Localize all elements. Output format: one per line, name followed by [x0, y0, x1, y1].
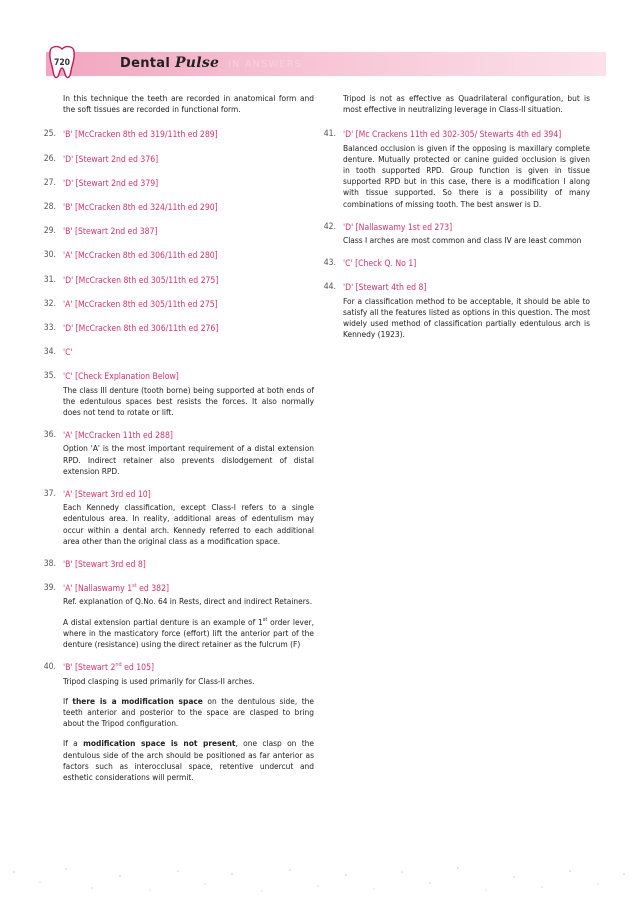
answer-reference: 'D' [Nallaswamy 1st ed 273]	[343, 222, 453, 233]
answer-reference: 'B' [McCracken 8th ed 324/11th ed 290]	[63, 203, 218, 214]
answer-explanation	[63, 676, 314, 784]
reference-part: 'A' [Nallaswamy 1	[63, 584, 133, 595]
answer-number: 33.	[43, 323, 56, 334]
answer-number: 41.	[323, 129, 336, 140]
text-run: order lever, where in the masticatory force (effort) lift the anterior part of the denture (resistance) using the direct retainer as the fulcrum (F)	[63, 616, 314, 650]
answer-reference: 'B' [Stewart 3rd ed 8]	[63, 560, 146, 571]
brand-title	[120, 55, 302, 71]
answer-number: 31.	[43, 274, 56, 285]
answer-reference: 'D' [Stewart 2nd ed 379]	[63, 178, 159, 189]
bold-text: there is a modification space	[72, 695, 203, 706]
answer-reference: 'D' [Stewart 4th ed 8]	[343, 283, 427, 294]
answer-number: 30.	[43, 250, 56, 261]
page-number: 720	[54, 58, 70, 68]
answer-31	[34, 275, 314, 287]
reference-part: 'B' [Stewart 2	[63, 663, 116, 674]
answer-44	[314, 282, 590, 340]
answer-number: 43.	[323, 258, 336, 269]
footer-decoration	[0, 860, 638, 900]
answer-number: 28.	[43, 202, 56, 213]
answer-30	[34, 250, 314, 262]
reference-superscript: st	[132, 583, 137, 590]
answer-36	[34, 430, 314, 477]
answer-number: 29.	[43, 226, 56, 237]
answer-25	[34, 129, 314, 141]
reference-part: ed 382]	[136, 584, 170, 595]
answer-reference: 'A' [Stewart 3rd ed 10]	[63, 490, 151, 501]
text-run: on the dentulous side, the teeth anterior and posterior to the space are clasped to bring about the Tripod configuration.	[63, 695, 314, 729]
answer-number: 27.	[43, 177, 56, 188]
answer-42	[314, 222, 590, 246]
text-run: If a	[63, 738, 84, 749]
answer-number: 25.	[43, 129, 56, 140]
brand-name: Dental	[120, 56, 171, 71]
explanation-paragraph: Tripod clasping is used primarily for Class-II arches.	[63, 675, 255, 686]
answer-reference: 'C' [Check Q. No 1]	[343, 259, 417, 270]
answer-reference	[63, 663, 154, 673]
answer-reference: 'D' [McCracken 8th ed 305/11th ed 275]	[63, 275, 219, 286]
answer-reference: 'D' [McCracken 8th ed 306/11th ed 276]	[63, 324, 219, 335]
left-column	[34, 92, 314, 795]
answer-35	[34, 371, 314, 418]
answer-number: 42.	[323, 221, 336, 232]
answer-reference: 'C'	[63, 348, 73, 359]
answer-number: 32.	[43, 298, 56, 309]
answer-40	[34, 662, 314, 783]
answer-37	[34, 489, 314, 547]
explanation-paragraph	[63, 696, 314, 730]
answer-reference: 'D' [Stewart 2nd ed 376]	[63, 154, 159, 165]
answer-explanation: For a classification method to be acceptable, it should be able to satisfy all the features listed as options in this question. The most widely used method of classification partially edentulous arch is Kennedy (1923).	[343, 295, 590, 340]
answer-34	[34, 347, 314, 359]
answer-29	[34, 226, 314, 238]
answer-27	[34, 178, 314, 190]
answer-explanation: Option 'A' is the most important requirement of a distal extension RPD. Indirect retainer also prevents dislodgement of distal extension RPD.	[63, 443, 314, 476]
answer-38	[34, 559, 314, 571]
answer-32	[34, 299, 314, 311]
answer-number: 26.	[43, 153, 56, 164]
answer-number: 44.	[323, 282, 336, 293]
answer-reference: 'A' [McCracken 8th ed 306/11th ed 280]	[63, 251, 218, 262]
answer-number: 34.	[43, 347, 56, 358]
answer-reference: 'A' [McCracken 8th ed 305/11th ed 275]	[63, 299, 218, 310]
answer-explanation: Class I arches are most common and class IV are least common	[343, 235, 582, 246]
brand-ghost-text: IN ANSWERS	[228, 59, 302, 70]
explanation-paragraph	[63, 617, 314, 651]
reference-part: ed 105]	[121, 663, 155, 674]
answer-explanation	[63, 596, 314, 650]
answer-number: 39.	[43, 583, 56, 594]
brand-script: Pulse	[174, 55, 220, 71]
answer-number: 40.	[43, 662, 56, 673]
answer-41	[314, 129, 590, 209]
answer-reference: 'D' [Mc Crackens 11th ed 302-305/ Stewarts 4th ed 394]	[343, 130, 562, 141]
text-run: If	[63, 695, 73, 706]
answer-reference: 'C' [Check Explanation Below]	[63, 372, 179, 383]
answer-43	[314, 258, 590, 270]
reference-superscript: nd	[115, 662, 122, 669]
text-superscript: st	[262, 616, 268, 623]
answer-number: 37.	[43, 489, 56, 500]
answer-39	[34, 583, 314, 650]
right-intro: Tripod is not as effective as Quadrilateral configuration, but is most effective in neutralizing leverage in Class-II situation.	[343, 93, 590, 115]
answer-number: 35.	[43, 371, 56, 382]
answer-28	[34, 202, 314, 214]
answer-explanation: Balanced occlusion is given if the opposing is maxillary complete denture. Mutually protected or canine guided occlusion is given in tooth supported RPD. Group function is given in tissue supported RPD but in this case, there is a modification I along with tissue supported. So there is a possibility of many combinations of missing tooth. The best answer is D.	[343, 142, 590, 209]
answer-number: 36.	[43, 430, 56, 441]
answer-reference	[63, 584, 169, 594]
text-run: A distal extension partial denture is an example of 1	[63, 616, 263, 627]
text-run: , one clasp on the dentulous side of the arch should be positioned as far anterior as factors such as interocclusal space, retentive undercut and esthetic considerations will permit.	[63, 738, 314, 782]
bold-text: modification space is not present	[83, 738, 236, 749]
explanation-paragraph: Ref. explanation of Q.No. 64 in Rests, direct and indirect Retainers.	[63, 596, 313, 607]
answer-number: 38.	[43, 559, 56, 570]
answer-reference: 'B' [McCracken 8th ed 319/11th ed 289]	[63, 130, 218, 141]
explanation-paragraph	[63, 738, 314, 783]
answer-33	[34, 323, 314, 335]
answer-reference: 'A' [McCracken 11th ed 288]	[63, 431, 173, 442]
answer-reference: 'B' [Stewart 2nd ed 387]	[63, 227, 158, 238]
answer-26	[34, 154, 314, 166]
right-column	[314, 92, 590, 352]
answer-explanation: Each Kennedy classification, except Class-I refers to a single edentulous area. In reality, additional areas of edentulism may occur within a dental arch. Kennedy referred to each additional area other than the original class as a modification space.	[63, 502, 314, 546]
answer-explanation: The class III denture (tooth borne) being supported at both ends of the edentulous spaces best resists the forces. It also normally does not tend to rotate or lift.	[63, 384, 314, 418]
left-intro: In this technique the teeth are recorded in anatomical form and the soft tissues are recorded in functional form.	[63, 93, 314, 115]
